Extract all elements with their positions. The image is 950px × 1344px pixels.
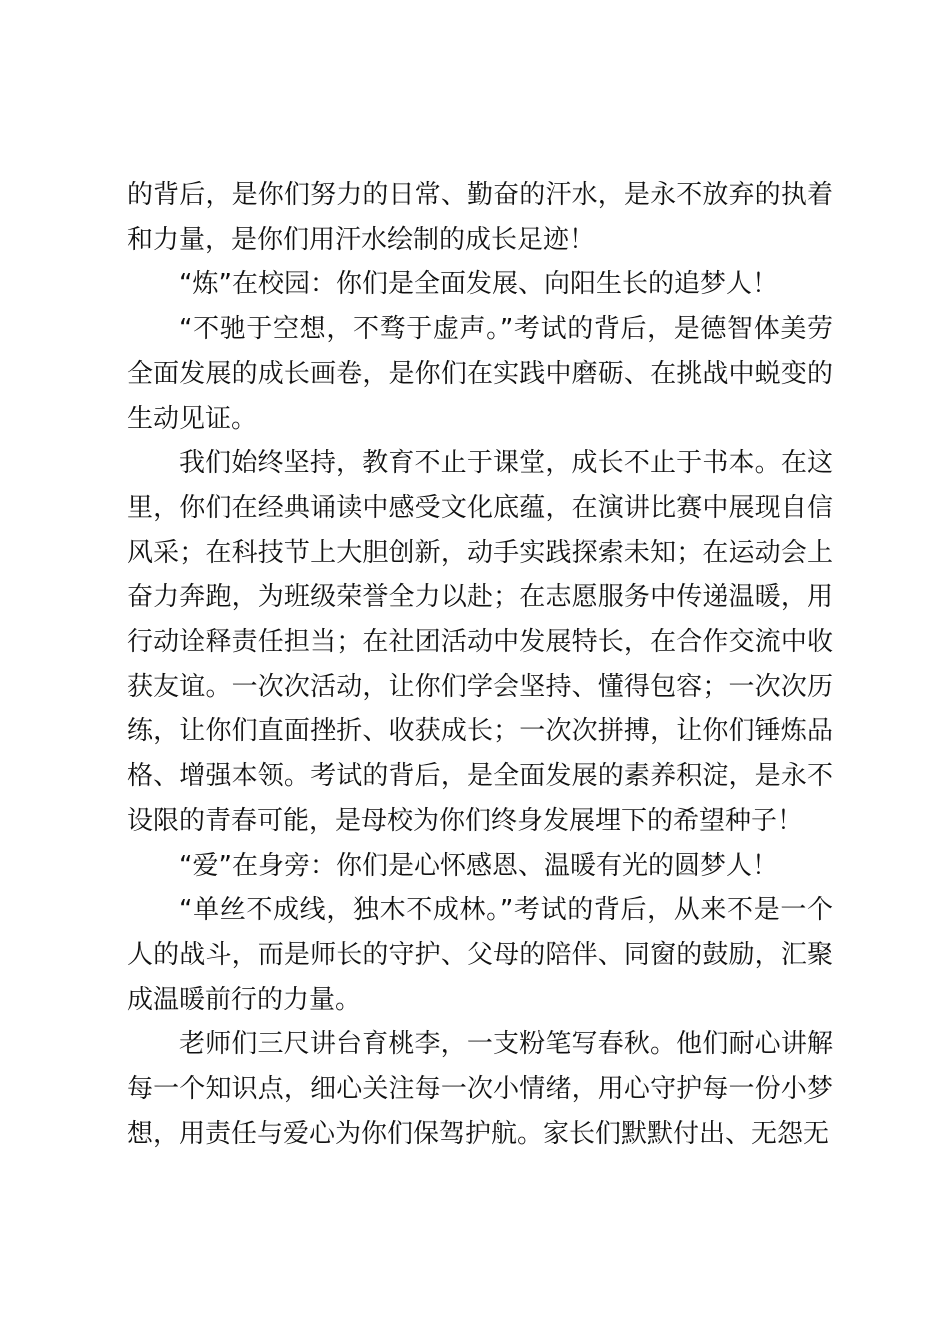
paragraph-quote-dansi: “单丝不成线，独木不成林。”考试的背后，从来不是一个人的战斗，而是师长的守护、父母的陪伴、同窗的鼓励，汇聚成温暖前行的力量。	[127, 895, 833, 1015]
paragraph-continuation: 的背后，是你们努力的日常、勤奋的汗水，是永不放弃的执着和力量，是你们用汗水绘制的成长足迹！	[127, 180, 833, 255]
paragraph-quote-kongxiang: “不驰于空想，不骛于虚声。”考试的背后，是德智体美劳全面发展的成长画卷，是你们在实践中磨砺、在挑战中蜕变的生动见证。	[127, 314, 833, 434]
paragraph-activities: 我们始终坚持，教育不止于课堂，成长不止于书本。在这里，你们在经典诵读中感受文化底蕴，在演讲比赛中展现自信风采；在科技节上大胆创新，动手实践探索未知；在运动会上奋力奔跑，为班级荣誉全力以赴；在志愿服务中传递温暖，用行动诠释责任担当；在社团活动中发展特长，在合作交流中收获友谊。一次次活动，让你们学会坚持、懂得包容；一次次历练，让你们直面挫折、收获成长；一次次拼搏，让你们锤炼品格、增强本领。考试的背后，是全面发展的素养积淀，是永不设限的青春可能，是母校为你们终身发展埋下的希望种子！	[127, 448, 833, 836]
document-body	[127, 173, 833, 1156]
section-heading-lian: “炼”在校园：你们是全面发展、向阳生长的追梦人！	[179, 269, 778, 300]
paragraph-teachers: 老师们三尺讲台育桃李，一支粉笔写春秋。他们耐心讲解每一个知识点，细心关注每一次小情绪，用心守护每一份小梦想，用责任与爱心为你们保驾护航。家长们默默付出、无怨无	[127, 1029, 833, 1149]
section-heading-ai: “爱”在身旁：你们是心怀感恩、温暖有光的圆梦人！	[179, 850, 778, 881]
